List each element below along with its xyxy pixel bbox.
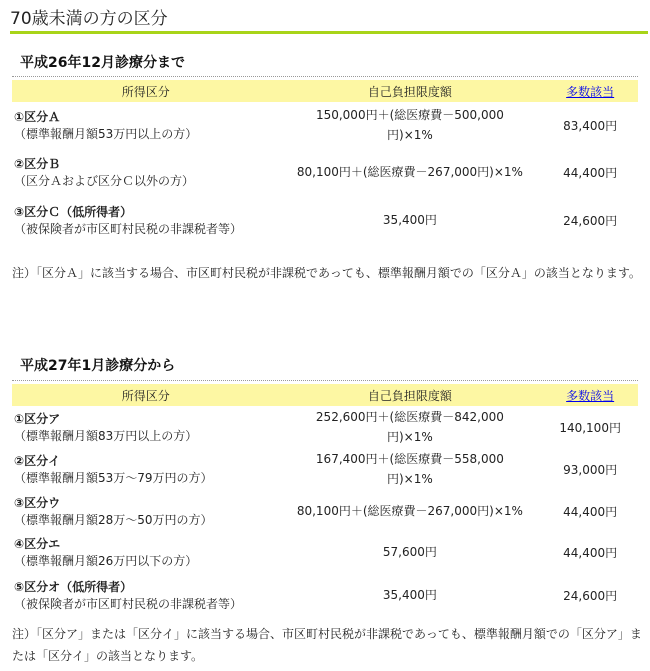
section-divider	[12, 380, 638, 381]
category-desc: （標準報酬月額53万～79万円の方）	[14, 471, 213, 485]
header-limit: 自己負担限度額	[278, 384, 543, 406]
category-name: ⑤区分オ（低所得者）	[14, 580, 133, 594]
many-value: 24,600円	[563, 213, 618, 228]
limit-cell	[278, 532, 543, 572]
category-desc: （被保険者が市区町村民税の非課税者等）	[14, 222, 243, 236]
category-cell	[12, 572, 278, 618]
limit-value: 80,100円＋(総医療費－267,000円)×1%	[296, 165, 523, 179]
category-cell	[12, 406, 278, 448]
category-name: ①区分ア	[14, 412, 61, 426]
category-desc: （標準報酬月額26万円以下の方）	[14, 554, 198, 568]
table-row	[12, 448, 638, 490]
category-cell	[12, 490, 278, 532]
section-heading-from-h27: 平成27年1月診療分から	[20, 358, 176, 374]
limit-cell	[278, 490, 543, 532]
category-name: ③区分Ｃ（低所得者）	[14, 205, 133, 219]
many-value: 93,000円	[563, 462, 618, 477]
limit-value: 35,400円	[382, 213, 437, 227]
many-value: 44,400円	[563, 165, 618, 180]
section-divider	[12, 76, 638, 77]
category-cell	[12, 196, 278, 244]
limit-value: 252,600円＋(総医療費－842,000円)×1%	[315, 410, 504, 444]
many-value: 24,600円	[563, 588, 618, 603]
fee-table-until-h26	[12, 80, 638, 244]
limit-cell	[278, 572, 543, 618]
table-row	[12, 532, 638, 572]
limit-value: 167,400円＋(総医療費－558,000円)×1%	[315, 452, 504, 486]
limit-cell	[278, 196, 543, 244]
category-name: ①区分Ａ	[14, 110, 61, 124]
many-value: 44,400円	[563, 545, 618, 560]
many-link[interactable]: 多数該当	[566, 84, 615, 99]
many-value: 44,400円	[563, 504, 618, 519]
limit-cell	[278, 102, 543, 148]
table-row	[12, 196, 638, 244]
category-name: ②区分Ｂ	[14, 157, 61, 171]
limit-value: 35,400円	[382, 588, 437, 602]
table-row	[12, 102, 638, 148]
limit-cell	[278, 406, 543, 448]
page-title: 70歳未満の方の区分	[10, 9, 168, 29]
table-header-row	[12, 80, 638, 102]
limit-cell	[278, 448, 543, 490]
category-desc: （区分Ａおよび区分Ｃ以外の方）	[14, 174, 195, 188]
many-link[interactable]: 多数該当	[566, 388, 615, 403]
limit-value: 57,600円	[382, 545, 437, 559]
limit-value: 80,100円＋(総医療費－267,000円)×1%	[296, 504, 523, 518]
header-many	[542, 384, 638, 406]
limit-value: 150,000円＋(総医療費－500,000円)×1%	[315, 108, 504, 142]
fee-table-from-h27	[12, 384, 638, 618]
category-desc: （標準報酬月額83万円以上の方）	[14, 429, 198, 443]
header-many	[542, 80, 638, 102]
header-category: 所得区分	[12, 384, 278, 406]
header-category: 所得区分	[12, 80, 278, 102]
table-row	[12, 148, 638, 196]
category-name: ④区分エ	[14, 537, 61, 551]
category-name: ②区分イ	[14, 454, 61, 468]
category-cell	[12, 148, 278, 196]
category-name: ③区分ウ	[14, 496, 61, 510]
category-desc: （被保険者が市区町村民税の非課税者等）	[14, 597, 243, 611]
category-desc: （標準報酬月額28万～50万円の方）	[14, 513, 213, 527]
header-limit: 自己負担限度額	[278, 80, 543, 102]
many-value: 83,400円	[563, 118, 618, 133]
table-row	[12, 406, 638, 448]
category-cell	[12, 532, 278, 572]
note-until-h26: 注）「区分Ａ」に該当する場合、市区町村民税が非課税であっても、標準報酬月額での「区分Ａ」の該当となります。	[12, 266, 641, 280]
note-from-h27: 注）「区分ア」または「区分イ」に該当する場合、市区町村民税が非課税であっても、標準報酬月額での「区分ア」または「区分イ」の該当となります。	[12, 627, 642, 663]
table-header-row	[12, 384, 638, 406]
category-cell	[12, 448, 278, 490]
many-value: 140,100円	[559, 420, 621, 435]
table-row	[12, 490, 638, 532]
title-underline	[10, 31, 648, 34]
limit-cell	[278, 148, 543, 196]
section-heading-until-h26: 平成26年12月診療分まで	[20, 55, 185, 71]
table-row	[12, 572, 638, 618]
category-cell	[12, 102, 278, 148]
category-desc: （標準報酬月額53万円以上の方）	[14, 127, 198, 141]
